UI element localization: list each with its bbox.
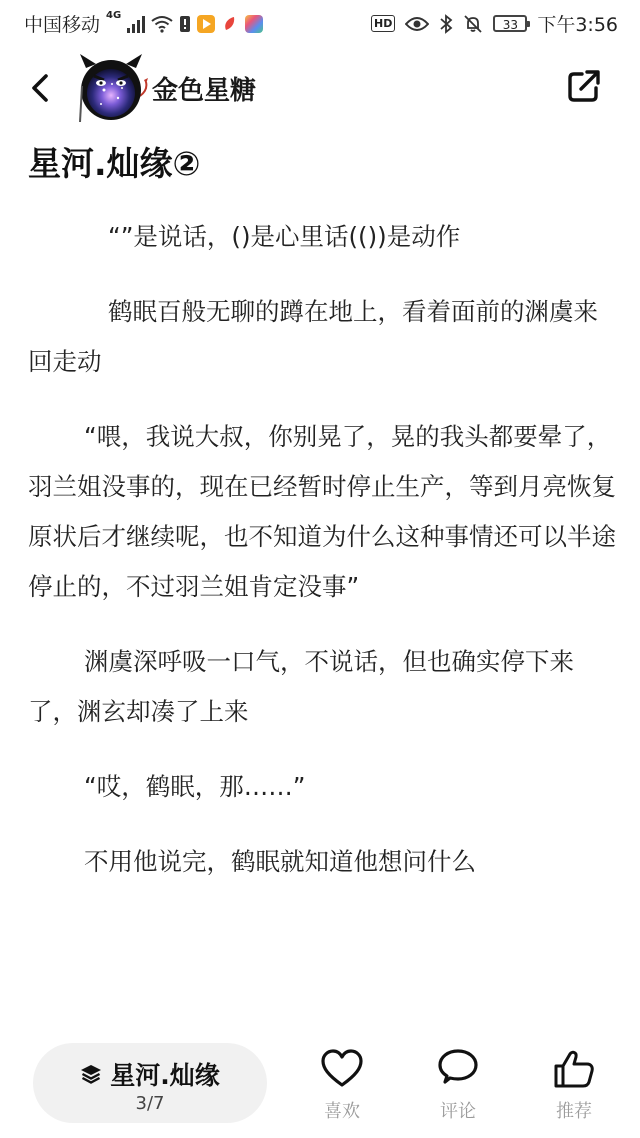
status-right — [371, 10, 618, 37]
paragraph: 渊虞深呼吸一口气，不说话，但也确实停下来了，渊玄却凑了上来 — [28, 647, 574, 726]
paragraph: “喂，我说大叔，你别晃了，晃的我头都要晕了，羽兰姐没事的，现在已经暂时停止生产，等到月亮恢复原状后才继续呢，也不知道为什么这种事情还可以半途停止的，不过羽兰姐肯定没事” — [28, 422, 616, 601]
status-left — [24, 10, 263, 37]
chapter-title: 星河.灿缘 — [110, 1061, 220, 1090]
article-header — [0, 48, 640, 128]
paragraph: “哎，鹤眠，那……” — [84, 772, 306, 801]
eye-icon — [405, 16, 429, 32]
paragraph: 不用他说完，鹤眠就知道他想问什么 — [84, 847, 476, 876]
paragraph: “”是说话，()是心里话(())是动作 — [108, 222, 461, 251]
heart-icon — [320, 1049, 364, 1089]
share-icon[interactable] — [566, 68, 602, 104]
network-type: 4G — [106, 10, 122, 21]
clock: 下午3:56 — [537, 14, 618, 36]
colorful-app-icon — [245, 15, 263, 33]
chapter-title-row — [33, 1056, 267, 1092]
red-app-icon — [221, 15, 239, 33]
video-app-icon — [197, 15, 215, 33]
status-bar — [0, 0, 640, 44]
signal-icon — [127, 15, 145, 33]
recommend-label: 推荐 — [556, 1101, 592, 1122]
back-button[interactable] — [24, 66, 60, 110]
hd-badge: HD — [371, 15, 395, 32]
comment-icon — [436, 1049, 480, 1089]
comment-label: 评论 — [440, 1101, 476, 1122]
paragraph: 鹤眠百般无聊的蹲在地上，看着面前的渊虞来回走动 — [28, 297, 598, 376]
bluetooth-icon — [439, 14, 453, 34]
recommend-button[interactable] — [539, 1049, 609, 1123]
bottom-bar — [0, 1035, 640, 1138]
comment-button[interactable] — [423, 1049, 493, 1123]
article-body — [28, 212, 618, 912]
like-label: 喜欢 — [324, 1101, 360, 1122]
like-button[interactable] — [307, 1049, 377, 1123]
layers-icon — [80, 1063, 102, 1085]
thumbs-up-icon — [552, 1049, 596, 1089]
battery-icon: 33 — [493, 15, 527, 32]
carrier-name: 中国移动 — [24, 14, 101, 36]
wifi-icon — [151, 15, 173, 33]
author-avatar[interactable] — [74, 50, 148, 124]
mute-bell-icon — [463, 14, 483, 34]
chapter-selector[interactable] — [33, 1043, 267, 1123]
alert-icon — [179, 15, 191, 33]
author-name[interactable]: 金色星糖 — [152, 76, 257, 106]
article-title: 星河.灿缘② — [28, 144, 201, 183]
chapter-page-indicator: 3/7 — [135, 1093, 165, 1114]
